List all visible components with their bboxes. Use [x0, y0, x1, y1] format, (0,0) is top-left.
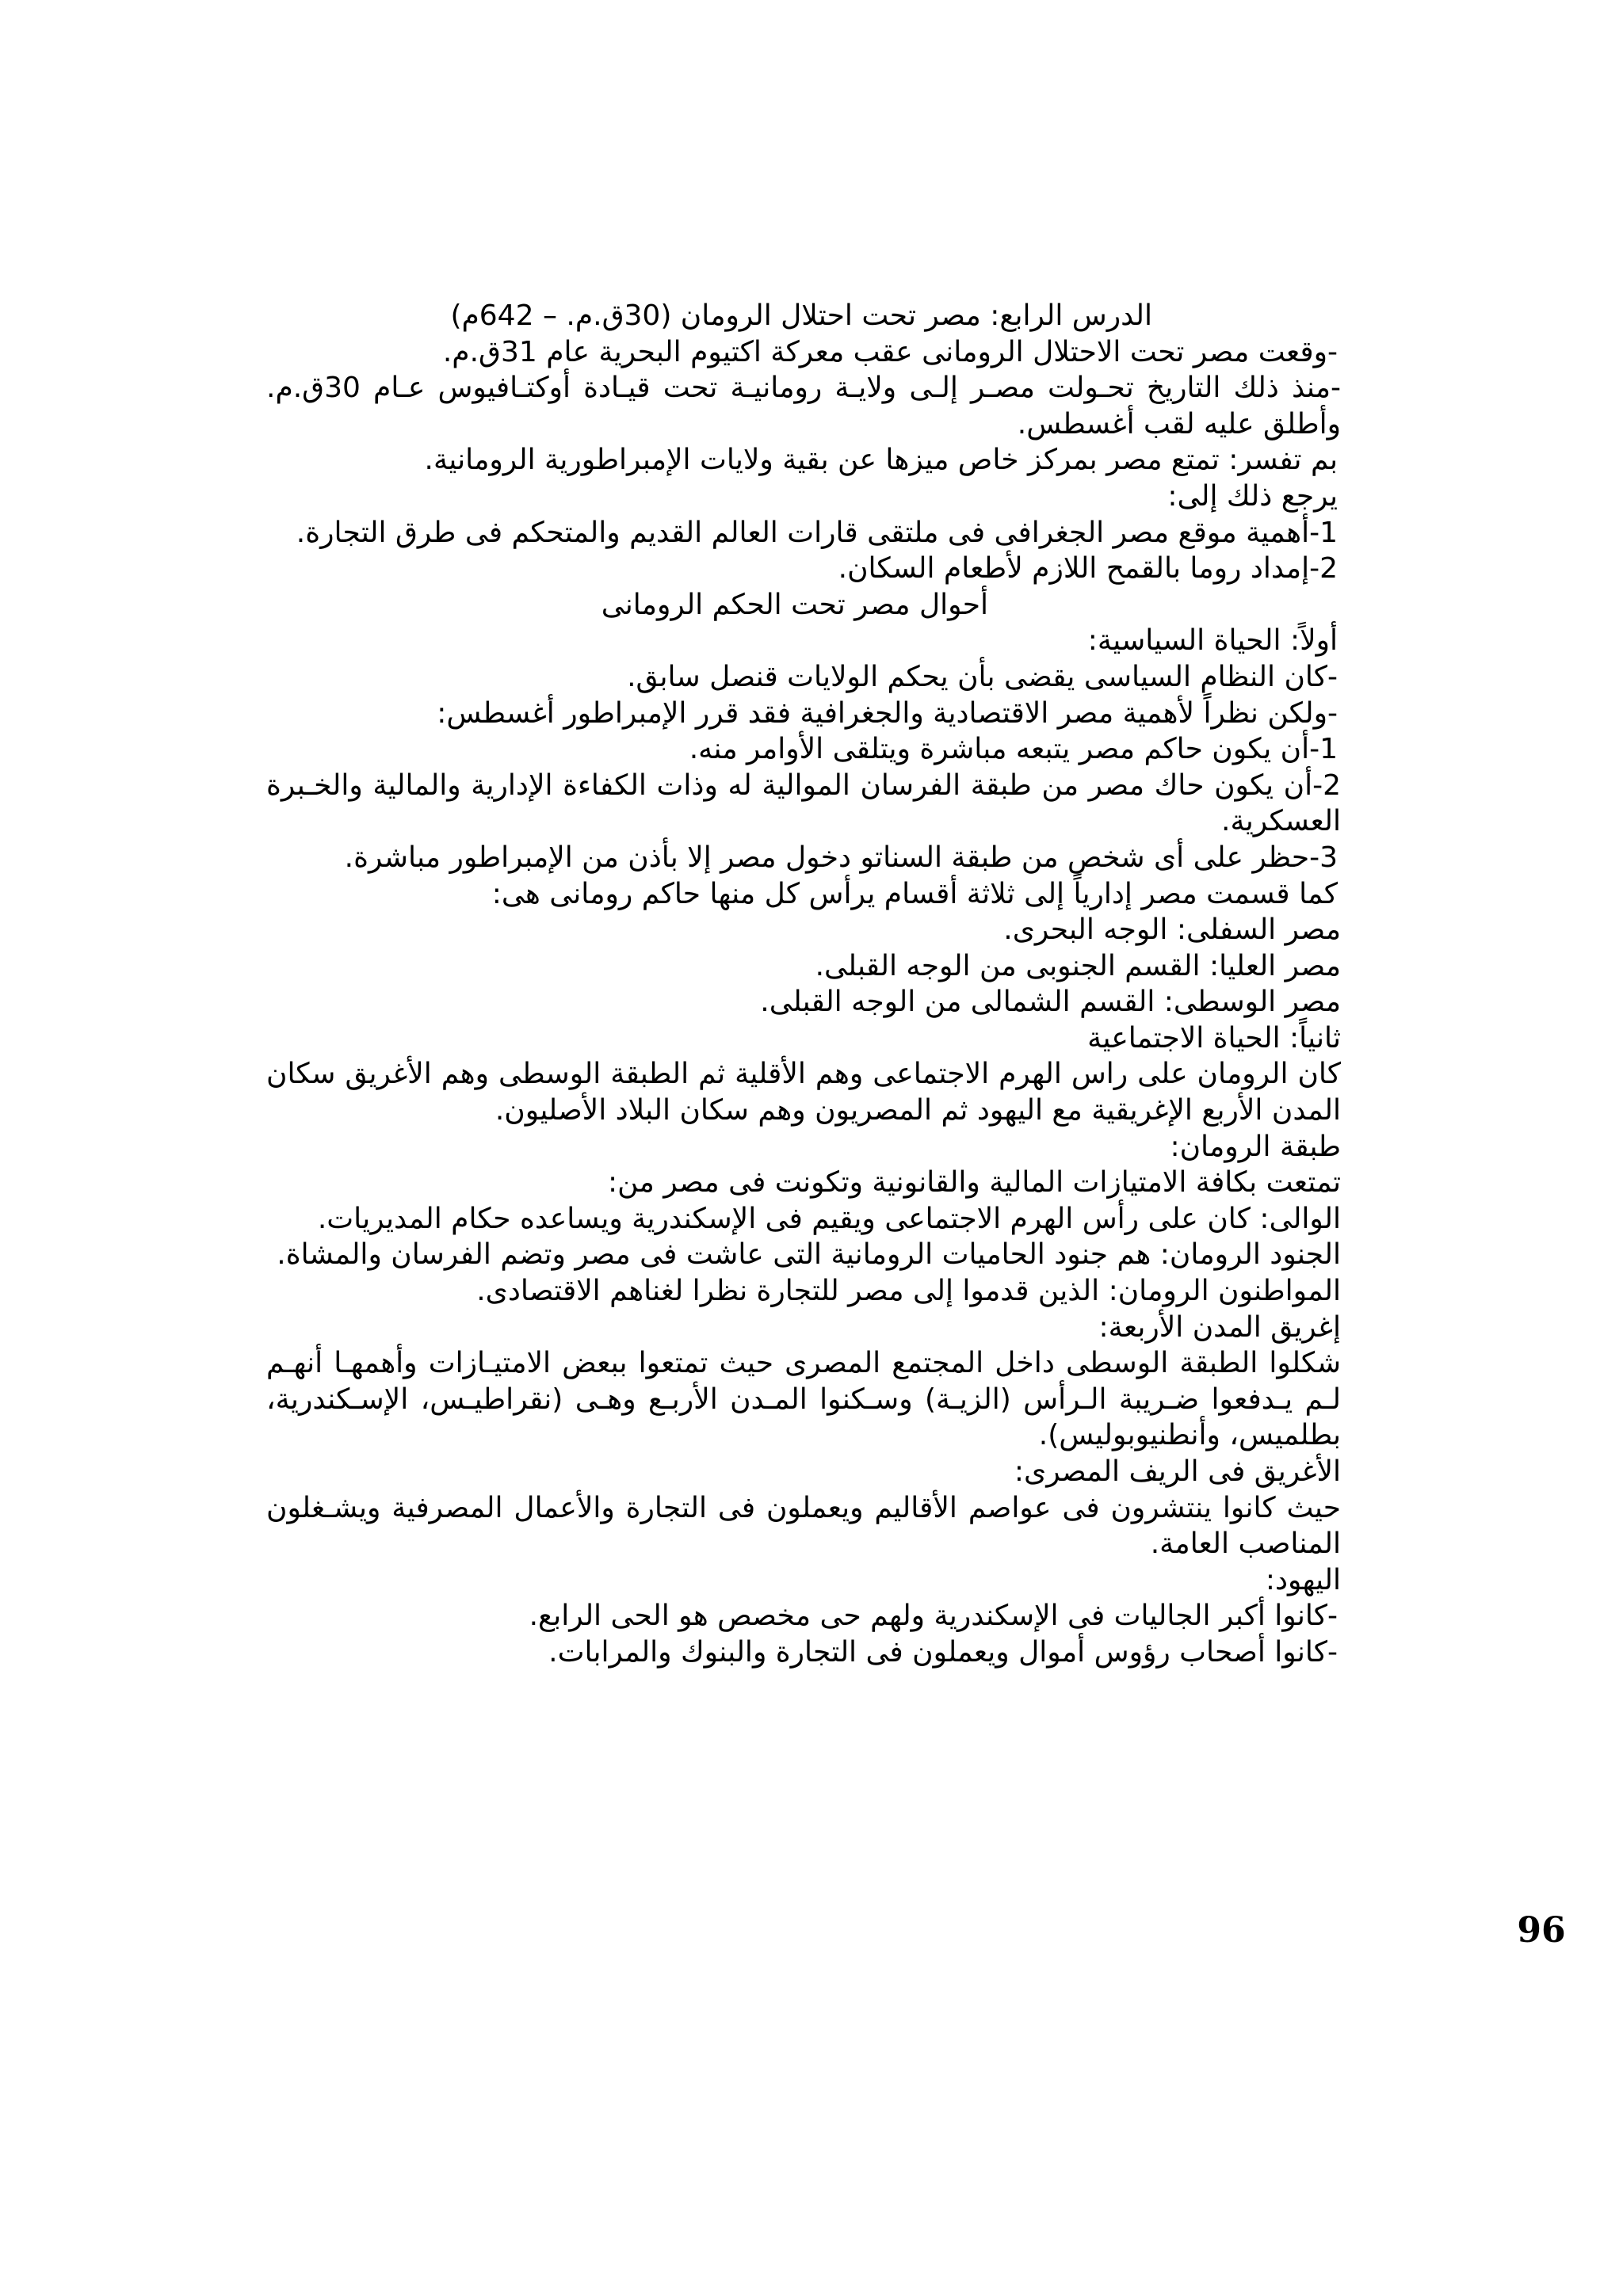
division-2: مصر العليا: القسم الجنوبى من الوجه القبلى. — [815, 949, 1341, 982]
jews-heading: اليهود: — [1265, 1563, 1341, 1596]
rural-greeks-text-b: المناصب العامة. — [1150, 1527, 1341, 1561]
rural-greeks-text-a: حيث كانوا ينتشرون فى عواصم الأقاليم ويعملون فى التجارة والأعمال المصرفية ويشـغلون — [266, 1491, 1341, 1524]
intro-line-2b: وأطلق عليه لقب أغسطس. — [1017, 407, 1341, 441]
division-3: مصر الوسطى: القسم الشمالى من الوجه القبلى. — [760, 986, 1341, 1019]
greeks-text-a: شكلوا الطبقة الوسطى داخل المجتمع المصرى حيث تمتعوا ببعض الامتيـازات وأهمهـا أنهـم — [266, 1347, 1341, 1380]
romans-intro: تمتعت بكافة الامتيازات المالية والقانونية وتكونت فى مصر من: — [608, 1166, 1341, 1199]
conditions-heading: أحوال مصر تحت الحكم الرومانى — [601, 588, 988, 621]
divisions-intro: كما قسمت مصر إدارياً إلى ثلاثة أقسام يرأس كل منها حاكم رومانى هى: — [491, 877, 1338, 910]
interpret-question: بم تفسر: تمتع مصر بمركز خاص ميزها عن بقية ولايات الإمبراطورية الرومانية. — [424, 444, 1338, 477]
political-heading: أولاً: الحياة السياسية: — [1087, 624, 1338, 658]
intro-line-2a: -منذ ذلك التاريخ تحـولت مصـر إلـى ولايـة رومانيـة تحت قيـادة أوكتـافيوس عـام 30ق.م. — [266, 372, 1341, 405]
rural-greeks-heading: الأغريق فى الريف المصرى: — [1014, 1455, 1341, 1488]
political-point-3: 3-حظر على أى شخص من طبقة السناتو دخول مصر إلا بأذن من الإمبراطور مباشرة. — [344, 841, 1338, 874]
social-heading: ثانياً: الحياة الاجتماعية — [1087, 1021, 1341, 1055]
reason-2: 2-إمداد روما بالقمح اللازم لأطعام السكان. — [838, 552, 1338, 585]
intro-line-1: -وقعت مصر تحت الاحتلال الرومانى عقب معركة اكتيوم البحرية عام 31ق.م. — [442, 335, 1338, 368]
social-text-a: كان الرومان على راس الهرم الاجتماعى وهم الأقلية ثم الطبقة الوسطى وهم الأغريق سكان — [266, 1058, 1341, 1091]
social-text-b: المدن الأربع الإغريقية مع اليهود ثم المصريون وهم سكان البلاد الأصليون. — [495, 1094, 1341, 1127]
romans-item-1: الوالى: كان على رأس الهرم الاجتماعى ويقيم فى الإسكندرية ويساعده حكام المديريات. — [317, 1202, 1341, 1235]
political-line-1: -كان النظام السياسى يقضى بأن يحكم الولايات قنصل سابق. — [627, 660, 1338, 693]
reason-intro: يرجع ذلك إلى: — [1167, 479, 1338, 513]
political-point-1: 1-أن يكون حاكم مصر يتبعه مباشرة ويتلقى الأوامر منه. — [689, 733, 1338, 766]
political-line-2: -ولكن نظراً لأهمية مصر الاقتصادية والجغرافية فقد قرر الإمبراطور أغسطس: — [437, 696, 1338, 730]
jews-item-1: -كانوا أكبر الجاليات فى الإسكندرية ولهم حى مخصص هو الحى الرابع. — [529, 1600, 1338, 1633]
reason-1: 1-أهمية موقع مصر الجغرافى فى ملتقى قارات العالم القديم والمتحكم فى طرق التجارة. — [296, 516, 1338, 549]
political-point-2a: 2-أن يكون حاك مصر من طبقة الفرسان الموالية له وذات الكفاءة الإدارية والمالية والخـبرة — [266, 769, 1341, 802]
greeks-heading: إغريق المدن الأربعة: — [1098, 1310, 1341, 1344]
greeks-text-b: لـم يـدفعوا ضـريبة الـرأس (الزيـة) وسـكنوا المـدن الأربـع وهـى (نقراطيـس، الإسـكندرية، — [266, 1383, 1341, 1416]
romans-item-3: المواطنون الرومان: الذين قدموا إلى مصر للتجارة نظرا لغناهم الاقتصادى. — [476, 1275, 1341, 1308]
page-body — [266, 298, 1341, 1671]
political-point-2b: العسكرية. — [1221, 805, 1341, 838]
greeks-text-c: بطلميس، وأنطنيوبوليس). — [1038, 1419, 1341, 1452]
page-number: 96 — [1517, 1910, 1566, 1951]
jews-item-2: -كانوا أصحاب رؤوس أموال ويعملون فى التجارة والبنوك والمرابات. — [548, 1635, 1338, 1669]
division-1: مصر السفلى: الوجه البحرى. — [1003, 913, 1341, 947]
romans-heading: طبقة الرومان: — [1170, 1130, 1341, 1163]
romans-item-2: الجنود الرومان: هم جنود الحاميات الرومانية التى عاشت فى مصر وتضم الفرسان والمشاة. — [277, 1238, 1341, 1272]
lesson-title: الدرس الرابع: مصر تحت احتلال الرومان (30ق.م. – 642م) — [450, 299, 1152, 332]
